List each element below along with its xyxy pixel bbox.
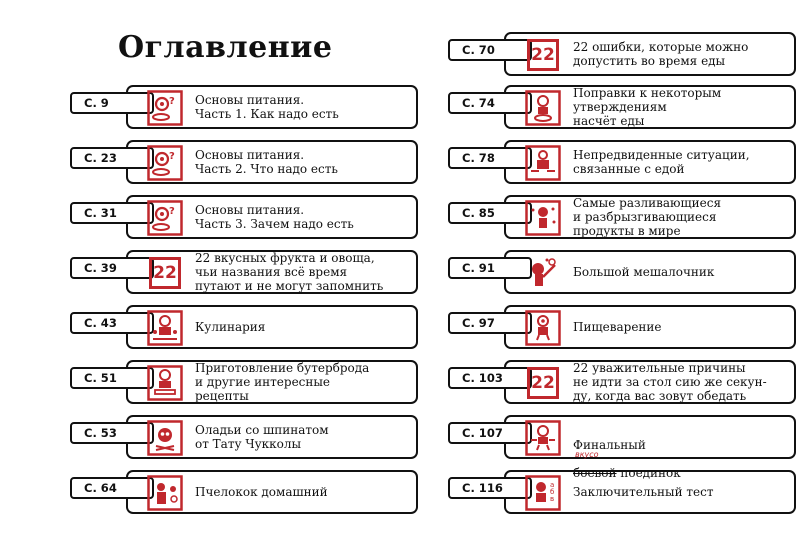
entry-title: Самые разливающиеся и разбрызгивающиеся продукты в мире — [573, 196, 722, 238]
toc-entry[interactable] — [448, 195, 798, 239]
number-22-icon: 22 — [525, 365, 561, 401]
page-number: С. 9 — [70, 92, 154, 114]
robot-fork-icon — [525, 145, 561, 181]
robot-battle-icon — [525, 420, 561, 456]
entry-title: Основы питания. Часть 3. Зачем надо есть — [195, 203, 354, 231]
toc-entry[interactable] — [70, 470, 420, 514]
robot-digestion-icon — [525, 310, 561, 346]
page-number: С. 97 — [448, 312, 532, 334]
svg-text:?: ? — [169, 206, 175, 217]
bee-beekeeper-icon — [147, 475, 183, 511]
page-number: С. 64 — [70, 477, 154, 499]
toc-entry[interactable] — [448, 32, 798, 76]
page-number: С. 85 — [448, 202, 532, 224]
toc-entry[interactable] — [70, 305, 420, 349]
svg-text:в: в — [550, 495, 555, 503]
page-number: С. 53 — [70, 422, 154, 444]
toc-entry[interactable] — [70, 195, 420, 239]
svg-text:a: a — [550, 481, 555, 489]
robot-test-icon — [525, 475, 561, 511]
page-number: С. 51 — [70, 367, 154, 389]
page-number: С. 23 — [70, 147, 154, 169]
entry-title: 22 вкусных фрукта и овоща, чьи названия всё время путают и не могут запомнить — [195, 251, 384, 293]
toc-entry[interactable] — [70, 140, 420, 184]
struck-word: боевой — [573, 466, 617, 480]
toc-entry[interactable] — [448, 360, 798, 404]
robot-question-eye-icon — [147, 145, 183, 181]
entry-title: Поправки к некоторым утверждениям насчёт еды — [573, 86, 722, 128]
entry-title-line1: Финальный — [573, 438, 646, 452]
page-number: С. 116 — [448, 477, 532, 499]
toc-entry[interactable] — [70, 85, 420, 129]
number-22-icon: 22 — [147, 255, 183, 291]
mixer-creature-icon — [525, 255, 561, 291]
robot-correction-icon — [525, 90, 561, 126]
entry-title: Основы питания. Часть 1. Как надо есть — [195, 93, 339, 121]
svg-text:б: б — [550, 488, 555, 496]
page-number: С. 31 — [70, 202, 154, 224]
toc-entry[interactable] — [448, 470, 798, 514]
robot-question-eye-icon — [147, 90, 183, 126]
entry-title: Оладьи со шпинатом от Тату Чукколы — [195, 423, 329, 451]
skull-chef-icon — [147, 420, 183, 456]
page-number: С. 74 — [448, 92, 532, 114]
handwritten-correction: вкусо — [575, 450, 599, 459]
toc-entry[interactable] — [448, 85, 798, 129]
robot-kitchen-icon — [147, 310, 183, 346]
robot-sandwich-icon — [147, 365, 183, 401]
entry-title: Большой мешалочник — [573, 265, 715, 279]
toc-entry[interactable] — [448, 415, 798, 480]
page-number: С. 43 — [70, 312, 154, 334]
page-number: С. 70 — [448, 39, 532, 61]
entry-title: 22 ошибки, которые можно допустить во время еды — [573, 40, 749, 68]
robot-question-eye-icon — [147, 200, 183, 236]
robot-splash-icon — [525, 200, 561, 236]
number-22-icon: 22 — [525, 37, 561, 73]
entry-title: Непредвиденные ситуации, связанные с едой — [573, 148, 750, 176]
entry-title: 22 уважительные причины не идти за стол сию же секун- ду, когда вас зовут обедать — [573, 361, 767, 403]
entry-title — [573, 415, 795, 480]
toc-entry[interactable] — [70, 415, 420, 459]
toc-entry[interactable] — [448, 250, 798, 294]
toc-entry[interactable] — [70, 250, 420, 294]
page-number: С. 39 — [70, 257, 154, 279]
page-number: С. 78 — [448, 147, 532, 169]
entry-title: Пчелокок домашний — [195, 485, 328, 499]
toc-entry[interactable] — [448, 140, 798, 184]
entry-title: Заключительный тест — [573, 485, 714, 499]
page-number: С. 107 — [448, 422, 532, 444]
entry-title-rest: поединок — [616, 466, 681, 480]
entry-title: Основы питания. Часть 2. Что надо есть — [195, 148, 338, 176]
entry-title: Приготовление бутерброда и другие интересные рецепты — [195, 361, 370, 403]
toc-entry[interactable] — [70, 360, 420, 404]
entry-title: Пищеварение — [573, 320, 662, 334]
svg-text:?: ? — [169, 96, 175, 107]
page-title: Оглавление — [118, 30, 333, 65]
toc-entry[interactable] — [448, 305, 798, 349]
page-number: С. 91 — [448, 257, 532, 279]
entry-title: Кулинария — [195, 320, 266, 334]
svg-text:?: ? — [169, 151, 175, 162]
page-number: С. 103 — [448, 367, 532, 389]
